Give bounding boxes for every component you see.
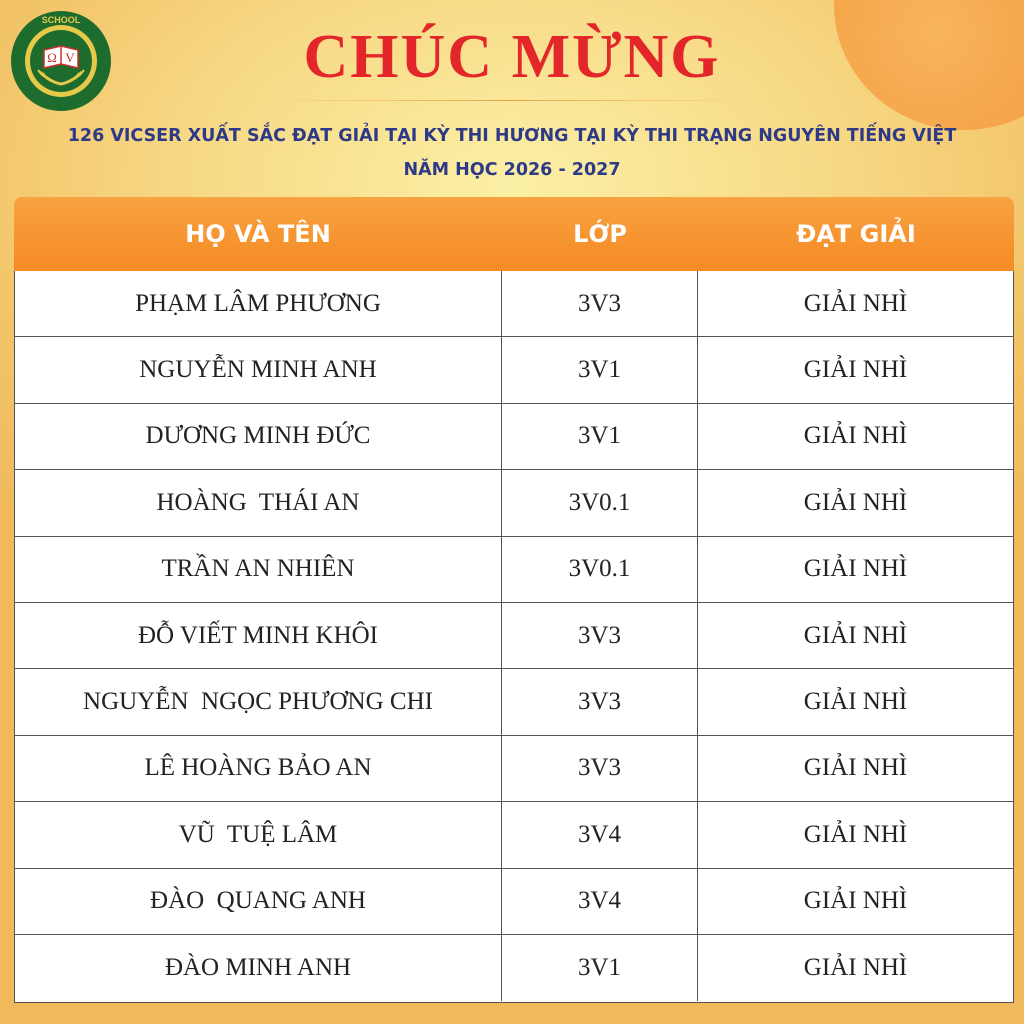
table-row [15, 337, 1013, 403]
class-cell: 3V3 [502, 271, 698, 336]
student-name-cell: ĐỖ VIẾT MINH KHÔI [15, 603, 502, 668]
table-row [15, 271, 1013, 337]
award-cell: GIẢI NHÌ [803, 488, 908, 516]
table-row [15, 470, 1013, 536]
student-name-cell: ĐÀO MINH ANH [15, 935, 502, 1001]
table-row [15, 669, 1013, 735]
student-name-cell: TRẦN AN NHIÊN [15, 537, 502, 602]
class-cell: 3V0.1 [502, 537, 698, 602]
svg-text:Ω: Ω [47, 50, 57, 65]
student-name-cell: NGUYỄN NGỌC PHƯƠNG CHI [15, 669, 502, 734]
student-name-cell: VŨ TUỆ LÂM [15, 802, 502, 867]
student-name-cell: NGUYỄN MINH ANH [15, 337, 502, 402]
class-cell: 3V3 [502, 603, 698, 668]
subtitle-line-2: NĂM HỌC 2026 - 2027 [403, 160, 621, 180]
student-name-cell: ĐÀO QUANG ANH [15, 869, 502, 934]
student-name-cell: LÊ HOÀNG BẢO AN [15, 736, 502, 801]
column-header-award: ĐẠT GIẢI [796, 220, 916, 248]
student-name-cell: HOÀNG THÁI AN [15, 470, 502, 535]
class-cell: 3V3 [502, 736, 698, 801]
class-cell: 3V1 [502, 404, 698, 469]
class-cell: 3V1 [502, 935, 698, 1001]
page-title: CHÚC MỪNG [303, 23, 721, 91]
award-cell: GIẢI NHÌ [803, 289, 908, 317]
table-row [15, 935, 1013, 1001]
award-cell: GIẢI NHÌ [803, 954, 908, 982]
class-cell: 3V4 [502, 802, 698, 867]
student-name-cell: DƯƠNG MINH ĐỨC [15, 404, 502, 469]
class-cell: 3V3 [502, 669, 698, 734]
column-header-class: LỚP [573, 220, 627, 248]
award-cell: GIẢI NHÌ [803, 887, 908, 915]
student-name-cell: PHẠM LÂM PHƯƠNG [15, 271, 502, 336]
awards-table [14, 197, 1014, 1003]
award-cell: GIẢI NHÌ [803, 422, 908, 450]
table-header [14, 197, 1014, 271]
class-cell: 3V0.1 [502, 470, 698, 535]
table-row [15, 736, 1013, 802]
table-row [15, 404, 1013, 470]
table-row [15, 869, 1013, 935]
table-row [15, 537, 1013, 603]
award-cell: GIẢI NHÌ [803, 820, 908, 848]
award-cell: GIẢI NHÌ [803, 754, 908, 782]
award-cell: GIẢI NHÌ [803, 621, 908, 649]
award-cell: GIẢI NHÌ [803, 356, 908, 384]
class-cell: 3V4 [502, 869, 698, 934]
svg-text:SCHOOL: SCHOOL [41, 15, 81, 25]
class-cell: 3V1 [502, 337, 698, 402]
table-row [15, 603, 1013, 669]
award-cell: GIẢI NHÌ [803, 555, 908, 583]
subtitle-line-1: 126 VICSER XUẤT SẮC ĐẠT GIẢI TẠI KỲ THI HƯƠNG TẠI KỲ THI TRẠNG NGUYÊN TIẾNG VIỆT [67, 126, 957, 146]
svg-text:V: V [65, 50, 75, 65]
title-divider [270, 100, 750, 101]
award-cell: GIẢI NHÌ [803, 688, 908, 716]
column-header-name: HỌ VÀ TÊN [185, 220, 331, 248]
table-row [15, 802, 1013, 868]
table-body [14, 271, 1014, 1003]
